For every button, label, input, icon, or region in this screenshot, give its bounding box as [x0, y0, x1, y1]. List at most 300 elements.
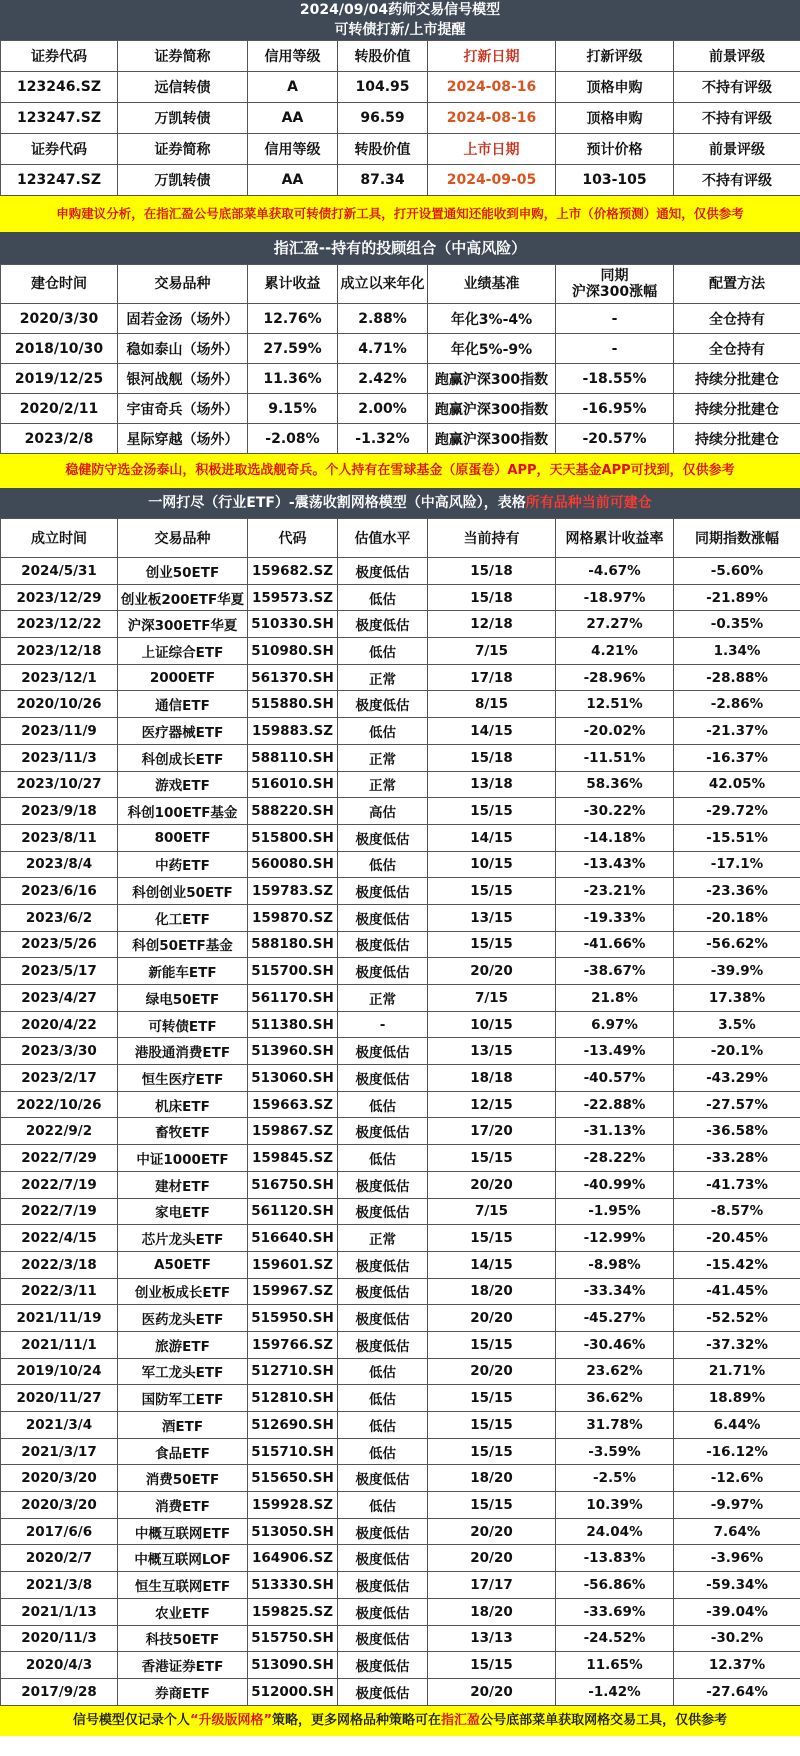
listing-cell-5: 103-105	[556, 165, 674, 196]
listing-header-cell-2: 信用等级	[248, 134, 338, 165]
grid-cell-1: 医疗器械ETF	[118, 718, 248, 745]
grid-cell-3: 极度低估	[338, 1038, 428, 1065]
grid-footer-note	[0, 1706, 800, 1736]
grid-cell-6: -12.6%	[674, 1465, 800, 1492]
grid-cell-6: -39.04%	[674, 1598, 800, 1625]
grid-cell-6: 12.37%	[674, 1652, 800, 1679]
grid-row	[1, 1358, 800, 1385]
grid-cell-3: 低估	[338, 584, 428, 611]
grid-cell-3: 极度低估	[338, 1065, 428, 1092]
grid-cell-3: 极度低估	[338, 1545, 428, 1572]
portfolio-cell-3: 2.88%	[338, 304, 428, 334]
grid-cell-3: 极度低估	[338, 1251, 428, 1278]
grid-cell-3: 极度低估	[338, 1678, 428, 1705]
grid-cell-4: 14/15	[428, 824, 556, 851]
grid-cell-1: A50ETF	[118, 1251, 248, 1278]
grid-cell-6: -15.51%	[674, 824, 800, 851]
grid-cell-3: 极度低估	[338, 1198, 428, 1225]
portfolio-cell-2: 9.15%	[248, 394, 338, 424]
grid-row	[1, 1145, 800, 1172]
grid-row	[1, 1225, 800, 1252]
grid-row	[1, 1118, 800, 1145]
grid-cell-6: -20.1%	[674, 1038, 800, 1065]
footer-part-b: “升级版网格”	[189, 1712, 273, 1728]
grid-cell-4: 15/18	[428, 558, 556, 585]
portfolio-header-cell-1: 交易品种	[118, 265, 248, 304]
grid-cell-6: 17.38%	[674, 985, 800, 1012]
grid-cell-3: 正常	[338, 771, 428, 798]
grid-cell-4: 13/18	[428, 771, 556, 798]
grid-cell-4: 17/17	[428, 1572, 556, 1599]
grid-cell-5: -4.67%	[556, 558, 674, 585]
grid-cell-6: -8.57%	[674, 1198, 800, 1225]
portfolio-cell-3: 4.71%	[338, 334, 428, 364]
grid-row	[1, 664, 800, 691]
page-header	[0, 0, 800, 40]
portfolio-cell-1: 星际穿越（场外）	[118, 424, 248, 454]
listing-header-cell-3: 转股价值	[338, 134, 428, 165]
grid-cell-1: 军工龙头ETF	[118, 1358, 248, 1385]
grid-cell-0: 2020/4/3	[1, 1652, 118, 1679]
grid-cell-4: 15/15	[428, 1438, 556, 1465]
grid-cell-6: -36.58%	[674, 1118, 800, 1145]
grid-cell-2: 159870.SZ	[248, 904, 338, 931]
grid-cell-4: 17/20	[428, 1118, 556, 1145]
convertible-header-cell-1: 证券简称	[118, 41, 248, 72]
grid-cell-5: -12.99%	[556, 1225, 674, 1252]
grid-row	[1, 1251, 800, 1278]
grid-row	[1, 1438, 800, 1465]
grid-cell-6: -0.35%	[674, 611, 800, 638]
portfolio-header-row	[1, 265, 800, 304]
listing-cell-0: 123247.SZ	[1, 165, 118, 196]
grid-cell-6: 7.64%	[674, 1518, 800, 1545]
grid-cell-3: 极度低估	[338, 1118, 428, 1145]
convertible-cell-2: AA	[248, 103, 338, 134]
grid-cell-4: 15/15	[428, 1385, 556, 1412]
grid-cell-2: 588220.SH	[248, 798, 338, 825]
grid-cell-2: 159867.SZ	[248, 1118, 338, 1145]
portfolio-cell-0: 2020/2/11	[1, 394, 118, 424]
grid-cell-2: 515880.SH	[248, 691, 338, 718]
portfolio-cell-3: -1.32%	[338, 424, 428, 454]
grid-cell-5: -11.51%	[556, 744, 674, 771]
portfolio-cell-0: 2023/2/8	[1, 424, 118, 454]
grid-cell-2: 516010.SH	[248, 771, 338, 798]
portfolio-row	[1, 304, 800, 334]
grid-cell-6: -17.1%	[674, 851, 800, 878]
portfolio-cell-0: 2020/3/30	[1, 304, 118, 334]
portfolio-cell-0: 2019/12/25	[1, 364, 118, 394]
grid-row	[1, 878, 800, 905]
page-subtitle: 可转债打新/上市提醒	[334, 22, 466, 38]
grid-row	[1, 985, 800, 1012]
portfolio-cell-5: -	[556, 304, 674, 334]
grid-row	[1, 1652, 800, 1679]
grid-cell-4: 20/20	[428, 958, 556, 985]
grid-cell-2: 516750.SH	[248, 1171, 338, 1198]
portfolio-cell-4: 年化5%-9%	[428, 334, 556, 364]
grid-cell-1: 中证1000ETF	[118, 1145, 248, 1172]
grid-cell-3: 极度低估	[338, 931, 428, 958]
grid-cell-5: -1.95%	[556, 1198, 674, 1225]
grid-cell-5: -20.02%	[556, 718, 674, 745]
grid-cell-6: -16.37%	[674, 744, 800, 771]
portfolio-cell-0: 2018/10/30	[1, 334, 118, 364]
portfolio-cell-2: 12.76%	[248, 304, 338, 334]
grid-row	[1, 1492, 800, 1519]
grid-cell-2: 512710.SH	[248, 1358, 338, 1385]
grid-title	[0, 488, 800, 518]
grid-cell-2: 515700.SH	[248, 958, 338, 985]
grid-cell-5: -22.88%	[556, 1091, 674, 1118]
grid-header-cell-4: 当前持有	[428, 519, 556, 558]
grid-cell-0: 2024/5/31	[1, 558, 118, 585]
grid-cell-0: 2023/12/29	[1, 584, 118, 611]
convertible-row	[1, 103, 800, 134]
portfolio-cell-4: 跑赢沪深300指数	[428, 424, 556, 454]
portfolio-cell-6: 持续分批建仓	[674, 364, 800, 394]
grid-cell-6: -43.29%	[674, 1065, 800, 1092]
grid-row	[1, 718, 800, 745]
grid-cell-2: 588180.SH	[248, 931, 338, 958]
grid-cell-6: -59.34%	[674, 1572, 800, 1599]
grid-cell-4: 15/15	[428, 1225, 556, 1252]
convertible-cell-3: 96.59	[338, 103, 428, 134]
grid-cell-0: 2023/10/27	[1, 771, 118, 798]
grid-cell-1: 酒ETF	[118, 1412, 248, 1439]
grid-cell-6: -5.60%	[674, 558, 800, 585]
grid-cell-5: -14.18%	[556, 824, 674, 851]
listing-header-cell-4: 上市日期	[428, 134, 556, 165]
convertible-header-cell-4: 打新日期	[428, 41, 556, 72]
grid-cell-5: -13.49%	[556, 1038, 674, 1065]
grid-cell-3: 极度低估	[338, 611, 428, 638]
listing-cell-3: 87.34	[338, 165, 428, 196]
page-title: 2024/09/04药师交易信号模型	[299, 2, 501, 18]
grid-cell-3: 低估	[338, 1492, 428, 1519]
grid-cell-4: 14/15	[428, 1251, 556, 1278]
convertible-cell-5: 顶格申购	[556, 72, 674, 103]
grid-cell-6: -3.96%	[674, 1545, 800, 1572]
grid-cell-4: 20/20	[428, 1358, 556, 1385]
grid-cell-6: -27.57%	[674, 1091, 800, 1118]
grid-title-text: 一网打尽（行业ETF）-震荡收割网格模型（中高风险），表格	[148, 495, 526, 511]
grid-cell-0: 2023/11/9	[1, 718, 118, 745]
grid-cell-5: -41.66%	[556, 931, 674, 958]
grid-cell-0: 2023/12/22	[1, 611, 118, 638]
grid-cell-0: 2022/7/29	[1, 1145, 118, 1172]
grid-cell-2: 515650.SH	[248, 1465, 338, 1492]
portfolio-cell-6: 全仓持有	[674, 304, 800, 334]
grid-cell-2: 159573.SZ	[248, 584, 338, 611]
portfolio-cell-2: 27.59%	[248, 334, 338, 364]
listing-header-cell-1: 证券简称	[118, 134, 248, 165]
grid-header-cell-3: 估值水平	[338, 519, 428, 558]
grid-cell-3: 低估	[338, 1358, 428, 1385]
grid-cell-5: -24.52%	[556, 1625, 674, 1652]
grid-cell-3: 极度低估	[338, 1331, 428, 1358]
grid-cell-1: 中概互联网LOF	[118, 1545, 248, 1572]
portfolio-header-cell-4: 业绩基准	[428, 265, 556, 304]
grid-cell-3: 低估	[338, 718, 428, 745]
grid-cell-1: 游戏ETF	[118, 771, 248, 798]
portfolio-cell-2: -2.08%	[248, 424, 338, 454]
portfolio-header-cell-2: 累计收益	[248, 265, 338, 304]
grid-cell-0: 2022/4/15	[1, 1225, 118, 1252]
grid-row	[1, 1678, 800, 1705]
grid-cell-5: -8.98%	[556, 1251, 674, 1278]
grid-cell-0: 2023/12/18	[1, 638, 118, 665]
grid-header-cell-1: 交易品种	[118, 519, 248, 558]
footer-part-a: 信号模型仅记录个人	[72, 1712, 190, 1728]
convertible-cell-6: 不持有评级	[674, 103, 800, 134]
grid-cell-0: 2021/3/4	[1, 1412, 118, 1439]
grid-row	[1, 638, 800, 665]
portfolio-cell-6: 全仓持有	[674, 334, 800, 364]
grid-cell-0: 2023/8/11	[1, 824, 118, 851]
grid-cell-3: 低估	[338, 851, 428, 878]
grid-row	[1, 1305, 800, 1332]
grid-cell-5: 23.62%	[556, 1358, 674, 1385]
grid-table	[0, 518, 800, 1706]
portfolio-cell-1: 宇宙奇兵（场外）	[118, 394, 248, 424]
convertible-cell-2: A	[248, 72, 338, 103]
grid-cell-6: -56.62%	[674, 931, 800, 958]
grid-row	[1, 1065, 800, 1092]
grid-cell-1: 创业板成长ETF	[118, 1278, 248, 1305]
grid-cell-6: 18.89%	[674, 1385, 800, 1412]
grid-cell-6: -15.42%	[674, 1251, 800, 1278]
portfolio-header-cell-3: 成立以来年化	[338, 265, 428, 304]
grid-cell-6: -39.9%	[674, 958, 800, 985]
grid-row	[1, 1171, 800, 1198]
grid-cell-1: 建材ETF	[118, 1171, 248, 1198]
grid-cell-0: 2023/12/1	[1, 664, 118, 691]
portfolio-cell-6: 持续分批建仓	[674, 394, 800, 424]
portfolio-note-red: 稳健防守选金汤泰山，积极进取选战舰奇兵。个人持有	[65, 463, 378, 478]
grid-cell-3: 正常	[338, 664, 428, 691]
grid-cell-0: 2022/3/18	[1, 1251, 118, 1278]
grid-cell-5: -28.96%	[556, 664, 674, 691]
grid-cell-5: 11.65%	[556, 1652, 674, 1679]
grid-row	[1, 851, 800, 878]
grid-cell-2: 515710.SH	[248, 1438, 338, 1465]
grid-cell-2: 159783.SZ	[248, 878, 338, 905]
portfolio-cell-3: 2.42%	[338, 364, 428, 394]
portfolio-cell-5: -	[556, 334, 674, 364]
grid-cell-3: 正常	[338, 744, 428, 771]
grid-row	[1, 1572, 800, 1599]
grid-row	[1, 1198, 800, 1225]
grid-cell-2: 513090.SH	[248, 1652, 338, 1679]
grid-cell-3: 极度低估	[338, 878, 428, 905]
grid-cell-4: 15/15	[428, 798, 556, 825]
grid-cell-2: 511380.SH	[248, 1011, 338, 1038]
grid-cell-5: 12.51%	[556, 691, 674, 718]
grid-row	[1, 1011, 800, 1038]
grid-cell-5: -31.13%	[556, 1118, 674, 1145]
grid-cell-2: 561170.SH	[248, 985, 338, 1012]
grid-cell-2: 512690.SH	[248, 1412, 338, 1439]
grid-cell-4: 12/18	[428, 611, 556, 638]
grid-cell-0: 2023/8/4	[1, 851, 118, 878]
grid-cell-0: 2021/11/1	[1, 1331, 118, 1358]
portfolio-cell-1: 固若金汤（场外）	[118, 304, 248, 334]
grid-cell-5: -45.27%	[556, 1305, 674, 1332]
grid-cell-3: 低估	[338, 1091, 428, 1118]
grid-cell-4: 20/20	[428, 1518, 556, 1545]
portfolio-cell-2: 11.36%	[248, 364, 338, 394]
grid-cell-1: 新能车ETF	[118, 958, 248, 985]
portfolio-row	[1, 334, 800, 364]
grid-title-highlight: 所有品种当前可建仓	[525, 495, 652, 511]
convertible-header-row	[1, 41, 800, 72]
grid-cell-6: -33.28%	[674, 1145, 800, 1172]
convertible-cell-1: 万凯转债	[118, 103, 248, 134]
grid-cell-6: 42.05%	[674, 771, 800, 798]
convertible-header-cell-3: 转股价值	[338, 41, 428, 72]
grid-row	[1, 1091, 800, 1118]
grid-cell-2: 512000.SH	[248, 1678, 338, 1705]
grid-cell-0: 2020/11/3	[1, 1625, 118, 1652]
grid-cell-4: 8/15	[428, 691, 556, 718]
grid-cell-4: 18/20	[428, 1598, 556, 1625]
grid-cell-5: -18.97%	[556, 584, 674, 611]
portfolio-cell-5: -20.57%	[556, 424, 674, 454]
grid-cell-3: 低估	[338, 1438, 428, 1465]
grid-cell-5: -28.22%	[556, 1145, 674, 1172]
grid-cell-4: 15/15	[428, 1652, 556, 1679]
grid-cell-3: 正常	[338, 1225, 428, 1252]
grid-cell-3: 极度低估	[338, 1598, 428, 1625]
grid-cell-3: 极度低估	[338, 1171, 428, 1198]
listing-header-cell-0: 证券代码	[1, 134, 118, 165]
grid-cell-3: 正常	[338, 985, 428, 1012]
grid-cell-6: -21.89%	[674, 584, 800, 611]
grid-cell-2: 159825.SZ	[248, 1598, 338, 1625]
grid-cell-3: 极度低估	[338, 958, 428, 985]
grid-cell-0: 2017/9/28	[1, 1678, 118, 1705]
grid-cell-4: 13/13	[428, 1625, 556, 1652]
portfolio-header-cell-6: 配置方法	[674, 265, 800, 304]
grid-cell-6: -21.37%	[674, 718, 800, 745]
grid-cell-3: 极度低估	[338, 1518, 428, 1545]
grid-cell-2: 159883.SZ	[248, 718, 338, 745]
grid-cell-2: 159967.SZ	[248, 1278, 338, 1305]
grid-cell-4: 20/20	[428, 1171, 556, 1198]
portfolio-cell-1: 稳如泰山（场外）	[118, 334, 248, 364]
grid-cell-4: 18/20	[428, 1465, 556, 1492]
grid-header-cell-0: 成立时间	[1, 519, 118, 558]
convertible-row	[1, 72, 800, 103]
grid-cell-4: 13/15	[428, 904, 556, 931]
grid-cell-0: 2020/3/20	[1, 1465, 118, 1492]
grid-cell-0: 2020/2/7	[1, 1545, 118, 1572]
grid-cell-1: 绿电50ETF	[118, 985, 248, 1012]
grid-cell-3: 极度低估	[338, 1465, 428, 1492]
grid-row	[1, 798, 800, 825]
grid-cell-4: 15/18	[428, 744, 556, 771]
grid-cell-2: 159601.SZ	[248, 1251, 338, 1278]
grid-header-cell-6: 同期指数涨幅	[674, 519, 800, 558]
listing-cell-1: 万凯转债	[118, 165, 248, 196]
grid-cell-1: 沪深300ETF华夏	[118, 611, 248, 638]
grid-cell-5: 6.97%	[556, 1011, 674, 1038]
grid-cell-0: 2021/3/17	[1, 1438, 118, 1465]
portfolio-header-cell-5: 同期 沪深300涨幅	[556, 265, 674, 304]
grid-row	[1, 1038, 800, 1065]
grid-cell-2: 560080.SH	[248, 851, 338, 878]
convertible-cell-5: 顶格申购	[556, 103, 674, 134]
grid-cell-5: 27.27%	[556, 611, 674, 638]
grid-cell-5: 10.39%	[556, 1492, 674, 1519]
grid-cell-0: 2020/11/27	[1, 1385, 118, 1412]
grid-cell-0: 2022/10/26	[1, 1091, 118, 1118]
grid-cell-6: 1.34%	[674, 638, 800, 665]
grid-cell-3: 低估	[338, 1412, 428, 1439]
grid-row	[1, 744, 800, 771]
grid-cell-6: -28.88%	[674, 664, 800, 691]
grid-cell-2: 513060.SH	[248, 1065, 338, 1092]
portfolio-cell-5: -16.95%	[556, 394, 674, 424]
grid-cell-6: -30.2%	[674, 1625, 800, 1652]
grid-cell-4: 18/18	[428, 1065, 556, 1092]
convertible-cell-4: 2024-08-16	[428, 103, 556, 134]
grid-cell-1: 中药ETF	[118, 851, 248, 878]
grid-cell-4: 15/15	[428, 878, 556, 905]
grid-cell-1: 芯片龙头ETF	[118, 1225, 248, 1252]
grid-cell-0: 2021/3/8	[1, 1572, 118, 1599]
grid-row	[1, 584, 800, 611]
grid-row	[1, 824, 800, 851]
grid-cell-6: -37.32%	[674, 1331, 800, 1358]
portfolio-cell-4: 年化3%-4%	[428, 304, 556, 334]
grid-cell-2: 513960.SH	[248, 1038, 338, 1065]
listing-row	[1, 165, 800, 196]
grid-cell-1: 科创50ETF基金	[118, 931, 248, 958]
grid-row	[1, 904, 800, 931]
grid-cell-1: 通信ETF	[118, 691, 248, 718]
grid-cell-6: 21.71%	[674, 1358, 800, 1385]
grid-cell-0: 2023/4/27	[1, 985, 118, 1012]
convertible-cell-4: 2024-08-16	[428, 72, 556, 103]
grid-cell-2: 515950.SH	[248, 1305, 338, 1332]
grid-row	[1, 1331, 800, 1358]
grid-cell-3: 低估	[338, 1145, 428, 1172]
grid-cell-5: 4.21%	[556, 638, 674, 665]
grid-cell-0: 2021/11/19	[1, 1305, 118, 1332]
grid-cell-1: 恒生互联网ETF	[118, 1572, 248, 1599]
grid-cell-2: 159682.SZ	[248, 558, 338, 585]
convertible-note: 申购建议分析，在指汇盈公号底部菜单获取可转债打新工具，打开设置通知还能收到申购，上市（价格预测）通知，仅供参考	[0, 196, 800, 232]
grid-row	[1, 558, 800, 585]
grid-cell-1: 消费50ETF	[118, 1465, 248, 1492]
grid-cell-0: 2023/2/17	[1, 1065, 118, 1092]
grid-cell-1: 创业板200ETF华夏	[118, 584, 248, 611]
grid-cell-4: 15/15	[428, 1145, 556, 1172]
convertible-cell-0: 123247.SZ	[1, 103, 118, 134]
grid-cell-2: 588110.SH	[248, 744, 338, 771]
grid-cell-6: -2.86%	[674, 691, 800, 718]
grid-cell-6: -20.45%	[674, 1225, 800, 1252]
grid-row	[1, 771, 800, 798]
portfolio-cell-4: 跑赢沪深300指数	[428, 394, 556, 424]
portfolio-cell-3: 2.00%	[338, 394, 428, 424]
grid-cell-4: 12/15	[428, 1091, 556, 1118]
grid-row	[1, 1518, 800, 1545]
grid-row	[1, 931, 800, 958]
